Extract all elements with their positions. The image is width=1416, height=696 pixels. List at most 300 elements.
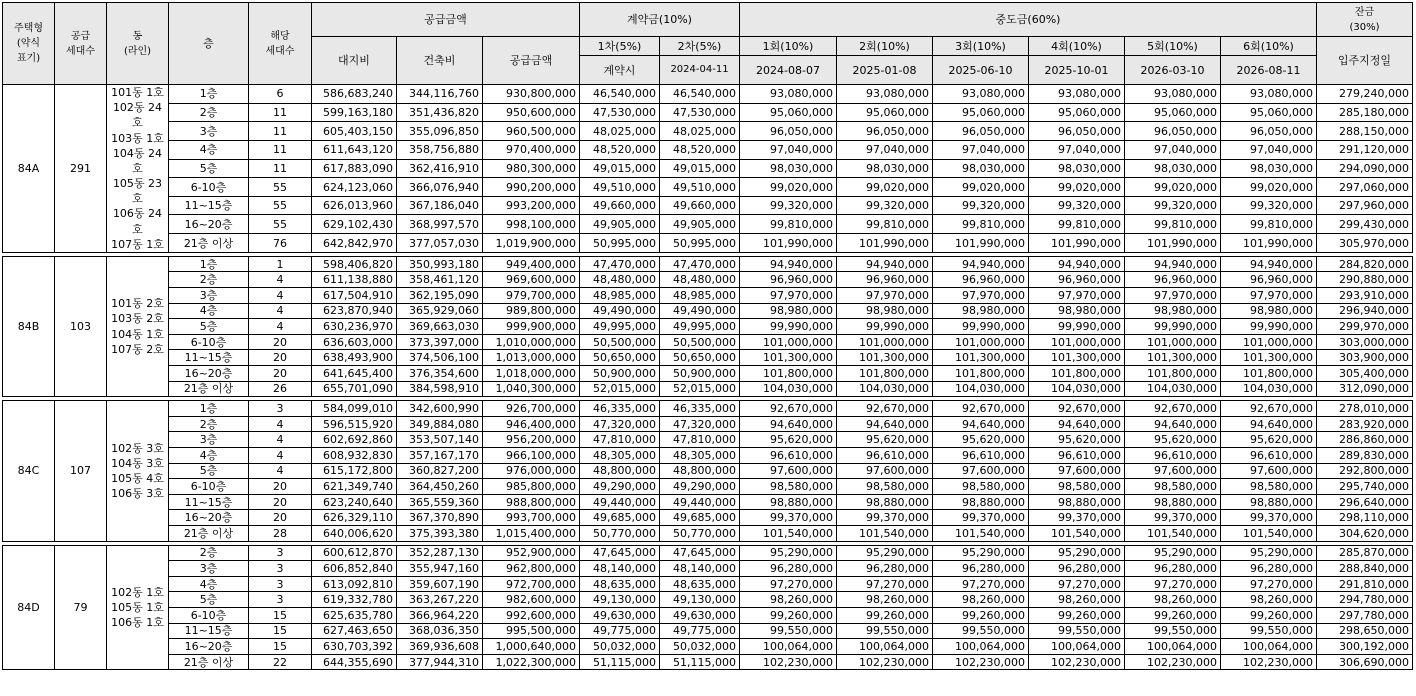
interim-5-cell: 99,990,000 — [1125, 319, 1221, 335]
units-cell: 11 — [249, 103, 312, 122]
interim-5-cell: 97,270,000 — [1125, 576, 1221, 592]
units-cell: 55 — [249, 215, 312, 234]
interim-2-cell: 93,080,000 — [837, 85, 933, 104]
dong-line: 106동 24호 — [112, 207, 163, 236]
deposit-1-cell: 51,115,000 — [580, 654, 660, 670]
deposit-2-cell: 48,305,000 — [660, 448, 740, 464]
land-cost-cell: 586,683,240 — [312, 85, 397, 104]
floor-cell: 6-10층 — [169, 607, 249, 623]
units-cell: 3 — [249, 592, 312, 608]
interim-3-cell: 95,620,000 — [933, 432, 1029, 448]
deposit-1-cell: 47,470,000 — [580, 256, 660, 272]
balance-cell: 312,090,000 — [1317, 381, 1413, 397]
interim-3-cell: 96,050,000 — [933, 122, 1029, 141]
dong-line: 104동 1호 — [111, 327, 164, 341]
floor-cell: 3층 — [169, 432, 249, 448]
interim-2-cell: 97,970,000 — [837, 288, 933, 304]
interim-6-cell: 92,670,000 — [1221, 401, 1317, 417]
table-row — [3, 401, 1413, 417]
dong-line: 105동 4호 — [111, 471, 164, 485]
supply-amount-cell: 1,022,300,000 — [483, 654, 580, 670]
deposit-2-cell: 48,985,000 — [660, 288, 740, 304]
deposit-2-cell: 49,015,000 — [660, 159, 740, 178]
interim-4-cell: 98,260,000 — [1029, 592, 1125, 608]
header-interim-3-date: 2025-06-10 — [933, 56, 1029, 85]
floor-cell: 4층 — [169, 303, 249, 319]
interim-1-cell: 99,020,000 — [740, 178, 837, 197]
table-row — [3, 545, 1413, 561]
table-row — [3, 272, 1413, 288]
interim-5-cell: 102,230,000 — [1125, 654, 1221, 670]
floor-cell: 4층 — [169, 140, 249, 159]
units-cell: 4 — [249, 288, 312, 304]
interim-6-cell: 95,290,000 — [1221, 545, 1317, 561]
supply-units-cell: 291 — [55, 85, 107, 253]
supply-amount-cell: 993,200,000 — [483, 196, 580, 215]
interim-3-cell: 95,290,000 — [933, 545, 1029, 561]
interim-2-cell: 100,064,000 — [837, 639, 933, 655]
deposit-2-cell: 48,025,000 — [660, 122, 740, 141]
balance-cell: 292,800,000 — [1317, 463, 1413, 479]
interim-4-cell: 97,270,000 — [1029, 576, 1125, 592]
interim-2-cell: 96,610,000 — [837, 448, 933, 464]
deposit-1-cell: 50,032,000 — [580, 639, 660, 655]
interim-6-cell: 104,030,000 — [1221, 381, 1317, 397]
supply-amount-cell: 926,700,000 — [483, 401, 580, 417]
interim-5-cell: 96,960,000 — [1125, 272, 1221, 288]
interim-5-cell: 100,064,000 — [1125, 639, 1221, 655]
supply-amount-cell: 969,600,000 — [483, 272, 580, 288]
deposit-2-cell: 50,650,000 — [660, 350, 740, 366]
supply-amount-cell: 1,040,300,000 — [483, 381, 580, 397]
interim-2-cell: 101,540,000 — [837, 525, 933, 541]
header-supply-amount: 공급금액 — [312, 3, 580, 37]
interim-3-cell: 98,980,000 — [933, 303, 1029, 319]
land-cost-cell: 611,138,880 — [312, 272, 397, 288]
deposit-2-cell: 49,130,000 — [660, 592, 740, 608]
supply-units-cell: 79 — [55, 545, 107, 670]
interim-2-cell: 97,040,000 — [837, 140, 933, 159]
interim-4-cell: 101,540,000 — [1029, 525, 1125, 541]
deposit-2-cell: 49,440,000 — [660, 494, 740, 510]
interim-4-cell: 97,970,000 — [1029, 288, 1125, 304]
interim-6-cell: 99,260,000 — [1221, 607, 1317, 623]
interim-1-cell: 98,580,000 — [740, 479, 837, 495]
interim-6-cell: 96,610,000 — [1221, 448, 1317, 464]
interim-1-cell: 99,550,000 — [740, 623, 837, 639]
type-cell: 84B — [3, 256, 55, 396]
floor-cell: 1층 — [169, 85, 249, 104]
interim-4-cell: 98,980,000 — [1029, 303, 1125, 319]
floor-cell: 11~15층 — [169, 494, 249, 510]
interim-2-cell: 101,000,000 — [837, 334, 933, 350]
interim-2-cell: 95,290,000 — [837, 545, 933, 561]
land-cost-cell: 613,092,810 — [312, 576, 397, 592]
building-cost-cell: 355,947,160 — [397, 561, 483, 577]
floor-cell: 4층 — [169, 576, 249, 592]
deposit-1-cell: 49,905,000 — [580, 215, 660, 234]
balance-cell: 299,970,000 — [1317, 319, 1413, 335]
supply-amount-cell: 1,013,000,000 — [483, 350, 580, 366]
table-row — [3, 234, 1413, 253]
balance-cell: 279,240,000 — [1317, 85, 1413, 104]
interim-4-cell: 99,990,000 — [1029, 319, 1125, 335]
interim-1-cell: 101,800,000 — [740, 366, 837, 382]
dong-cell — [107, 401, 169, 541]
floor-cell: 5층 — [169, 159, 249, 178]
supply-amount-cell: 985,800,000 — [483, 479, 580, 495]
land-cost-cell: 626,013,960 — [312, 196, 397, 215]
deposit-1-cell: 50,900,000 — [580, 366, 660, 382]
supply-amount-cell: 980,300,000 — [483, 159, 580, 178]
interim-2-cell: 99,990,000 — [837, 319, 933, 335]
interim-5-cell: 95,620,000 — [1125, 432, 1221, 448]
units-cell: 26 — [249, 381, 312, 397]
units-cell: 20 — [249, 494, 312, 510]
interim-2-cell: 95,620,000 — [837, 432, 933, 448]
balance-cell: 305,970,000 — [1317, 234, 1413, 253]
header-interim-4-date: 2025-10-01 — [1029, 56, 1125, 85]
supply-units-cell: 103 — [55, 256, 107, 396]
deposit-2-cell: 49,685,000 — [660, 510, 740, 526]
table-row — [3, 159, 1413, 178]
interim-6-cell: 99,810,000 — [1221, 215, 1317, 234]
interim-6-cell: 99,320,000 — [1221, 196, 1317, 215]
table-row — [3, 303, 1413, 319]
supply-amount-cell: 998,100,000 — [483, 215, 580, 234]
balance-cell: 288,150,000 — [1317, 122, 1413, 141]
land-cost-cell: 611,643,120 — [312, 140, 397, 159]
interim-6-cell: 101,990,000 — [1221, 234, 1317, 253]
land-cost-cell: 621,349,740 — [312, 479, 397, 495]
deposit-2-cell: 50,900,000 — [660, 366, 740, 382]
dong-line: 104동 24호 — [112, 146, 163, 175]
interim-3-cell: 97,970,000 — [933, 288, 1029, 304]
interim-6-cell: 94,940,000 — [1221, 256, 1317, 272]
supply-amount-cell: 946,400,000 — [483, 416, 580, 432]
balance-cell: 305,400,000 — [1317, 366, 1413, 382]
interim-5-cell: 97,970,000 — [1125, 288, 1221, 304]
price-table-wrapper — [2, 2, 1413, 670]
interim-5-cell: 97,040,000 — [1125, 140, 1221, 159]
table-row — [3, 607, 1413, 623]
supply-amount-cell: 995,500,000 — [483, 623, 580, 639]
interim-1-cell: 96,610,000 — [740, 448, 837, 464]
table-row — [3, 416, 1413, 432]
interim-2-cell: 97,600,000 — [837, 463, 933, 479]
interim-2-cell: 99,370,000 — [837, 510, 933, 526]
interim-5-cell: 92,670,000 — [1125, 401, 1221, 417]
deposit-2-cell: 46,335,000 — [660, 401, 740, 417]
interim-1-cell: 98,260,000 — [740, 592, 837, 608]
table-row — [3, 103, 1413, 122]
deposit-2-cell: 49,775,000 — [660, 623, 740, 639]
balance-cell: 278,010,000 — [1317, 401, 1413, 417]
interim-5-cell: 99,260,000 — [1125, 607, 1221, 623]
deposit-2-cell: 47,320,000 — [660, 416, 740, 432]
interim-1-cell: 101,000,000 — [740, 334, 837, 350]
deposit-1-cell: 48,480,000 — [580, 272, 660, 288]
units-cell: 1 — [249, 256, 312, 272]
interim-1-cell: 94,640,000 — [740, 416, 837, 432]
balance-cell: 295,740,000 — [1317, 479, 1413, 495]
interim-2-cell: 92,670,000 — [837, 401, 933, 417]
balance-cell: 293,910,000 — [1317, 288, 1413, 304]
supply-amount-cell: 950,600,000 — [483, 103, 580, 122]
building-cost-cell: 352,287,130 — [397, 545, 483, 561]
interim-3-cell: 96,610,000 — [933, 448, 1029, 464]
balance-cell: 297,060,000 — [1317, 178, 1413, 197]
interim-1-cell: 99,810,000 — [740, 215, 837, 234]
balance-cell: 288,840,000 — [1317, 561, 1413, 577]
interim-2-cell: 96,960,000 — [837, 272, 933, 288]
interim-1-cell: 104,030,000 — [740, 381, 837, 397]
interim-4-cell: 101,300,000 — [1029, 350, 1125, 366]
interim-4-cell: 96,280,000 — [1029, 561, 1125, 577]
deposit-2-cell: 52,015,000 — [660, 381, 740, 397]
interim-6-cell: 98,880,000 — [1221, 494, 1317, 510]
land-cost-cell: 630,236,970 — [312, 319, 397, 335]
interim-5-cell: 99,550,000 — [1125, 623, 1221, 639]
interim-3-cell: 94,640,000 — [933, 416, 1029, 432]
floor-cell: 6-10층 — [169, 178, 249, 197]
units-cell: 20 — [249, 334, 312, 350]
deposit-2-cell: 48,635,000 — [660, 576, 740, 592]
interim-2-cell: 94,640,000 — [837, 416, 933, 432]
dong-line: 106동 3호 — [111, 487, 164, 501]
deposit-1-cell: 49,775,000 — [580, 623, 660, 639]
table-row — [3, 366, 1413, 382]
interim-1-cell: 96,280,000 — [740, 561, 837, 577]
balance-cell: 291,810,000 — [1317, 576, 1413, 592]
interim-4-cell: 98,880,000 — [1029, 494, 1125, 510]
building-cost-cell: 367,370,890 — [397, 510, 483, 526]
land-cost-cell: 615,172,800 — [312, 463, 397, 479]
header-interim-3: 3회(10%) — [933, 37, 1029, 56]
interim-1-cell: 97,270,000 — [740, 576, 837, 592]
interim-3-cell: 95,060,000 — [933, 103, 1029, 122]
table-row — [3, 178, 1413, 197]
deposit-1-cell: 47,810,000 — [580, 432, 660, 448]
dong-cell — [107, 256, 169, 396]
table-row — [3, 381, 1413, 397]
table-row — [3, 576, 1413, 592]
floor-cell: 6-10층 — [169, 334, 249, 350]
building-cost-cell: 358,461,120 — [397, 272, 483, 288]
table-row — [3, 215, 1413, 234]
price-table-body — [3, 85, 1413, 670]
interim-3-cell: 98,030,000 — [933, 159, 1029, 178]
interim-3-cell: 96,960,000 — [933, 272, 1029, 288]
balance-cell: 298,650,000 — [1317, 623, 1413, 639]
building-cost-cell: 351,436,820 — [397, 103, 483, 122]
interim-4-cell: 97,600,000 — [1029, 463, 1125, 479]
interim-5-cell: 96,280,000 — [1125, 561, 1221, 577]
interim-1-cell: 98,030,000 — [740, 159, 837, 178]
interim-5-cell: 99,020,000 — [1125, 178, 1221, 197]
supply-amount-cell: 952,900,000 — [483, 545, 580, 561]
supply-units-cell: 107 — [55, 401, 107, 541]
building-cost-cell: 363,267,220 — [397, 592, 483, 608]
interim-2-cell: 94,940,000 — [837, 256, 933, 272]
units-cell: 11 — [249, 122, 312, 141]
balance-cell: 306,690,000 — [1317, 654, 1413, 670]
interim-2-cell: 98,030,000 — [837, 159, 933, 178]
supply-amount-cell: 988,800,000 — [483, 494, 580, 510]
interim-1-cell: 99,370,000 — [740, 510, 837, 526]
table-row — [3, 463, 1413, 479]
table-row — [3, 479, 1413, 495]
deposit-1-cell: 49,130,000 — [580, 592, 660, 608]
interim-1-cell: 95,060,000 — [740, 103, 837, 122]
interim-1-cell: 102,230,000 — [740, 654, 837, 670]
building-cost-cell: 364,450,260 — [397, 479, 483, 495]
header-units: 해당 세대수 — [249, 3, 312, 85]
supply-amount-cell: 1,010,000,000 — [483, 334, 580, 350]
floor-cell: 21층 이상 — [169, 525, 249, 541]
land-cost-cell: 623,870,940 — [312, 303, 397, 319]
deposit-2-cell: 48,800,000 — [660, 463, 740, 479]
land-cost-cell: 617,504,910 — [312, 288, 397, 304]
interim-2-cell: 98,580,000 — [837, 479, 933, 495]
interim-4-cell: 96,610,000 — [1029, 448, 1125, 464]
header-deposit-2: 2차(5%) — [660, 37, 740, 56]
units-cell: 4 — [249, 272, 312, 288]
deposit-2-cell: 49,630,000 — [660, 607, 740, 623]
header-deposit-1-date: 계약시 — [580, 56, 660, 85]
units-cell: 20 — [249, 479, 312, 495]
dong-cell — [107, 85, 169, 253]
interim-2-cell: 99,320,000 — [837, 196, 933, 215]
deposit-1-cell: 47,645,000 — [580, 545, 660, 561]
building-cost-cell: 353,507,140 — [397, 432, 483, 448]
deposit-1-cell: 49,015,000 — [580, 159, 660, 178]
building-cost-cell: 366,964,220 — [397, 607, 483, 623]
dong-line: 103동 1호 — [111, 131, 164, 145]
units-cell: 3 — [249, 576, 312, 592]
supply-amount-cell: 979,700,000 — [483, 288, 580, 304]
units-cell: 15 — [249, 639, 312, 655]
deposit-1-cell: 46,540,000 — [580, 85, 660, 104]
units-cell: 15 — [249, 623, 312, 639]
units-cell: 28 — [249, 525, 312, 541]
units-cell: 55 — [249, 178, 312, 197]
land-cost-cell: 624,123,060 — [312, 178, 397, 197]
building-cost-cell: 344,116,760 — [397, 85, 483, 104]
balance-cell: 300,192,000 — [1317, 639, 1413, 655]
table-row — [3, 140, 1413, 159]
deposit-1-cell: 46,335,000 — [580, 401, 660, 417]
building-cost-cell: 377,057,030 — [397, 234, 483, 253]
interim-3-cell: 93,080,000 — [933, 85, 1029, 104]
interim-4-cell: 94,940,000 — [1029, 256, 1125, 272]
interim-1-cell: 97,970,000 — [740, 288, 837, 304]
units-cell: 11 — [249, 140, 312, 159]
header-deposit-1: 1차(5%) — [580, 37, 660, 56]
interim-6-cell: 95,060,000 — [1221, 103, 1317, 122]
deposit-1-cell: 50,500,000 — [580, 334, 660, 350]
dong-line: 105동 23호 — [112, 177, 163, 206]
deposit-1-cell: 50,770,000 — [580, 525, 660, 541]
dong-line: 107동 2호 — [111, 342, 164, 356]
interim-3-cell: 99,990,000 — [933, 319, 1029, 335]
units-cell: 6 — [249, 85, 312, 104]
supply-amount-cell: 976,000,000 — [483, 463, 580, 479]
floor-cell: 21층 이상 — [169, 381, 249, 397]
interim-4-cell: 99,370,000 — [1029, 510, 1125, 526]
building-cost-cell: 362,195,090 — [397, 288, 483, 304]
interim-6-cell: 99,020,000 — [1221, 178, 1317, 197]
interim-1-cell: 99,260,000 — [740, 607, 837, 623]
building-cost-cell: 350,993,180 — [397, 256, 483, 272]
interim-2-cell: 99,550,000 — [837, 623, 933, 639]
deposit-2-cell: 49,490,000 — [660, 303, 740, 319]
units-cell: 20 — [249, 350, 312, 366]
building-cost-cell: 359,607,190 — [397, 576, 483, 592]
balance-cell: 304,620,000 — [1317, 525, 1413, 541]
floor-cell: 16~20층 — [169, 366, 249, 382]
interim-3-cell: 94,940,000 — [933, 256, 1029, 272]
supply-amount-cell: 1,019,900,000 — [483, 234, 580, 253]
interim-4-cell: 102,230,000 — [1029, 654, 1125, 670]
deposit-1-cell: 49,490,000 — [580, 303, 660, 319]
interim-4-cell: 96,050,000 — [1029, 122, 1125, 141]
table-row — [3, 256, 1413, 272]
interim-6-cell: 98,260,000 — [1221, 592, 1317, 608]
land-cost-cell: 641,645,400 — [312, 366, 397, 382]
units-cell: 3 — [249, 401, 312, 417]
floor-cell: 2층 — [169, 416, 249, 432]
building-cost-cell: 368,997,570 — [397, 215, 483, 234]
interim-5-cell: 95,290,000 — [1125, 545, 1221, 561]
units-cell: 22 — [249, 654, 312, 670]
balance-cell: 290,880,000 — [1317, 272, 1413, 288]
building-cost-cell: 362,416,910 — [397, 159, 483, 178]
interim-4-cell: 95,290,000 — [1029, 545, 1125, 561]
deposit-1-cell: 48,025,000 — [580, 122, 660, 141]
land-cost-cell: 623,240,640 — [312, 494, 397, 510]
interim-1-cell: 96,960,000 — [740, 272, 837, 288]
table-row — [3, 432, 1413, 448]
interim-5-cell: 96,610,000 — [1125, 448, 1221, 464]
interim-6-cell: 102,230,000 — [1221, 654, 1317, 670]
deposit-2-cell: 49,660,000 — [660, 196, 740, 215]
interim-6-cell: 94,640,000 — [1221, 416, 1317, 432]
interim-5-cell: 98,260,000 — [1125, 592, 1221, 608]
header-deposit: 계약금(10%) — [580, 3, 740, 37]
interim-5-cell: 98,880,000 — [1125, 494, 1221, 510]
units-cell: 20 — [249, 510, 312, 526]
interim-6-cell: 101,540,000 — [1221, 525, 1317, 541]
interim-6-cell: 98,980,000 — [1221, 303, 1317, 319]
header-dong: 동 (라인) — [107, 3, 169, 85]
supply-amount-cell: 960,500,000 — [483, 122, 580, 141]
header-interim-1-date: 2024-08-07 — [740, 56, 837, 85]
floor-cell: 3층 — [169, 288, 249, 304]
interim-6-cell: 96,960,000 — [1221, 272, 1317, 288]
deposit-2-cell: 47,645,000 — [660, 545, 740, 561]
interim-4-cell: 94,640,000 — [1029, 416, 1125, 432]
land-cost-cell: 630,703,392 — [312, 639, 397, 655]
dong-line: 102동 1호 — [111, 585, 164, 599]
interim-5-cell: 99,320,000 — [1125, 196, 1221, 215]
supply-amount-cell: 1,015,400,000 — [483, 525, 580, 541]
interim-4-cell: 101,990,000 — [1029, 234, 1125, 253]
balance-cell: 284,820,000 — [1317, 256, 1413, 272]
interim-4-cell: 100,064,000 — [1029, 639, 1125, 655]
interim-1-cell: 94,940,000 — [740, 256, 837, 272]
interim-1-cell: 101,540,000 — [740, 525, 837, 541]
